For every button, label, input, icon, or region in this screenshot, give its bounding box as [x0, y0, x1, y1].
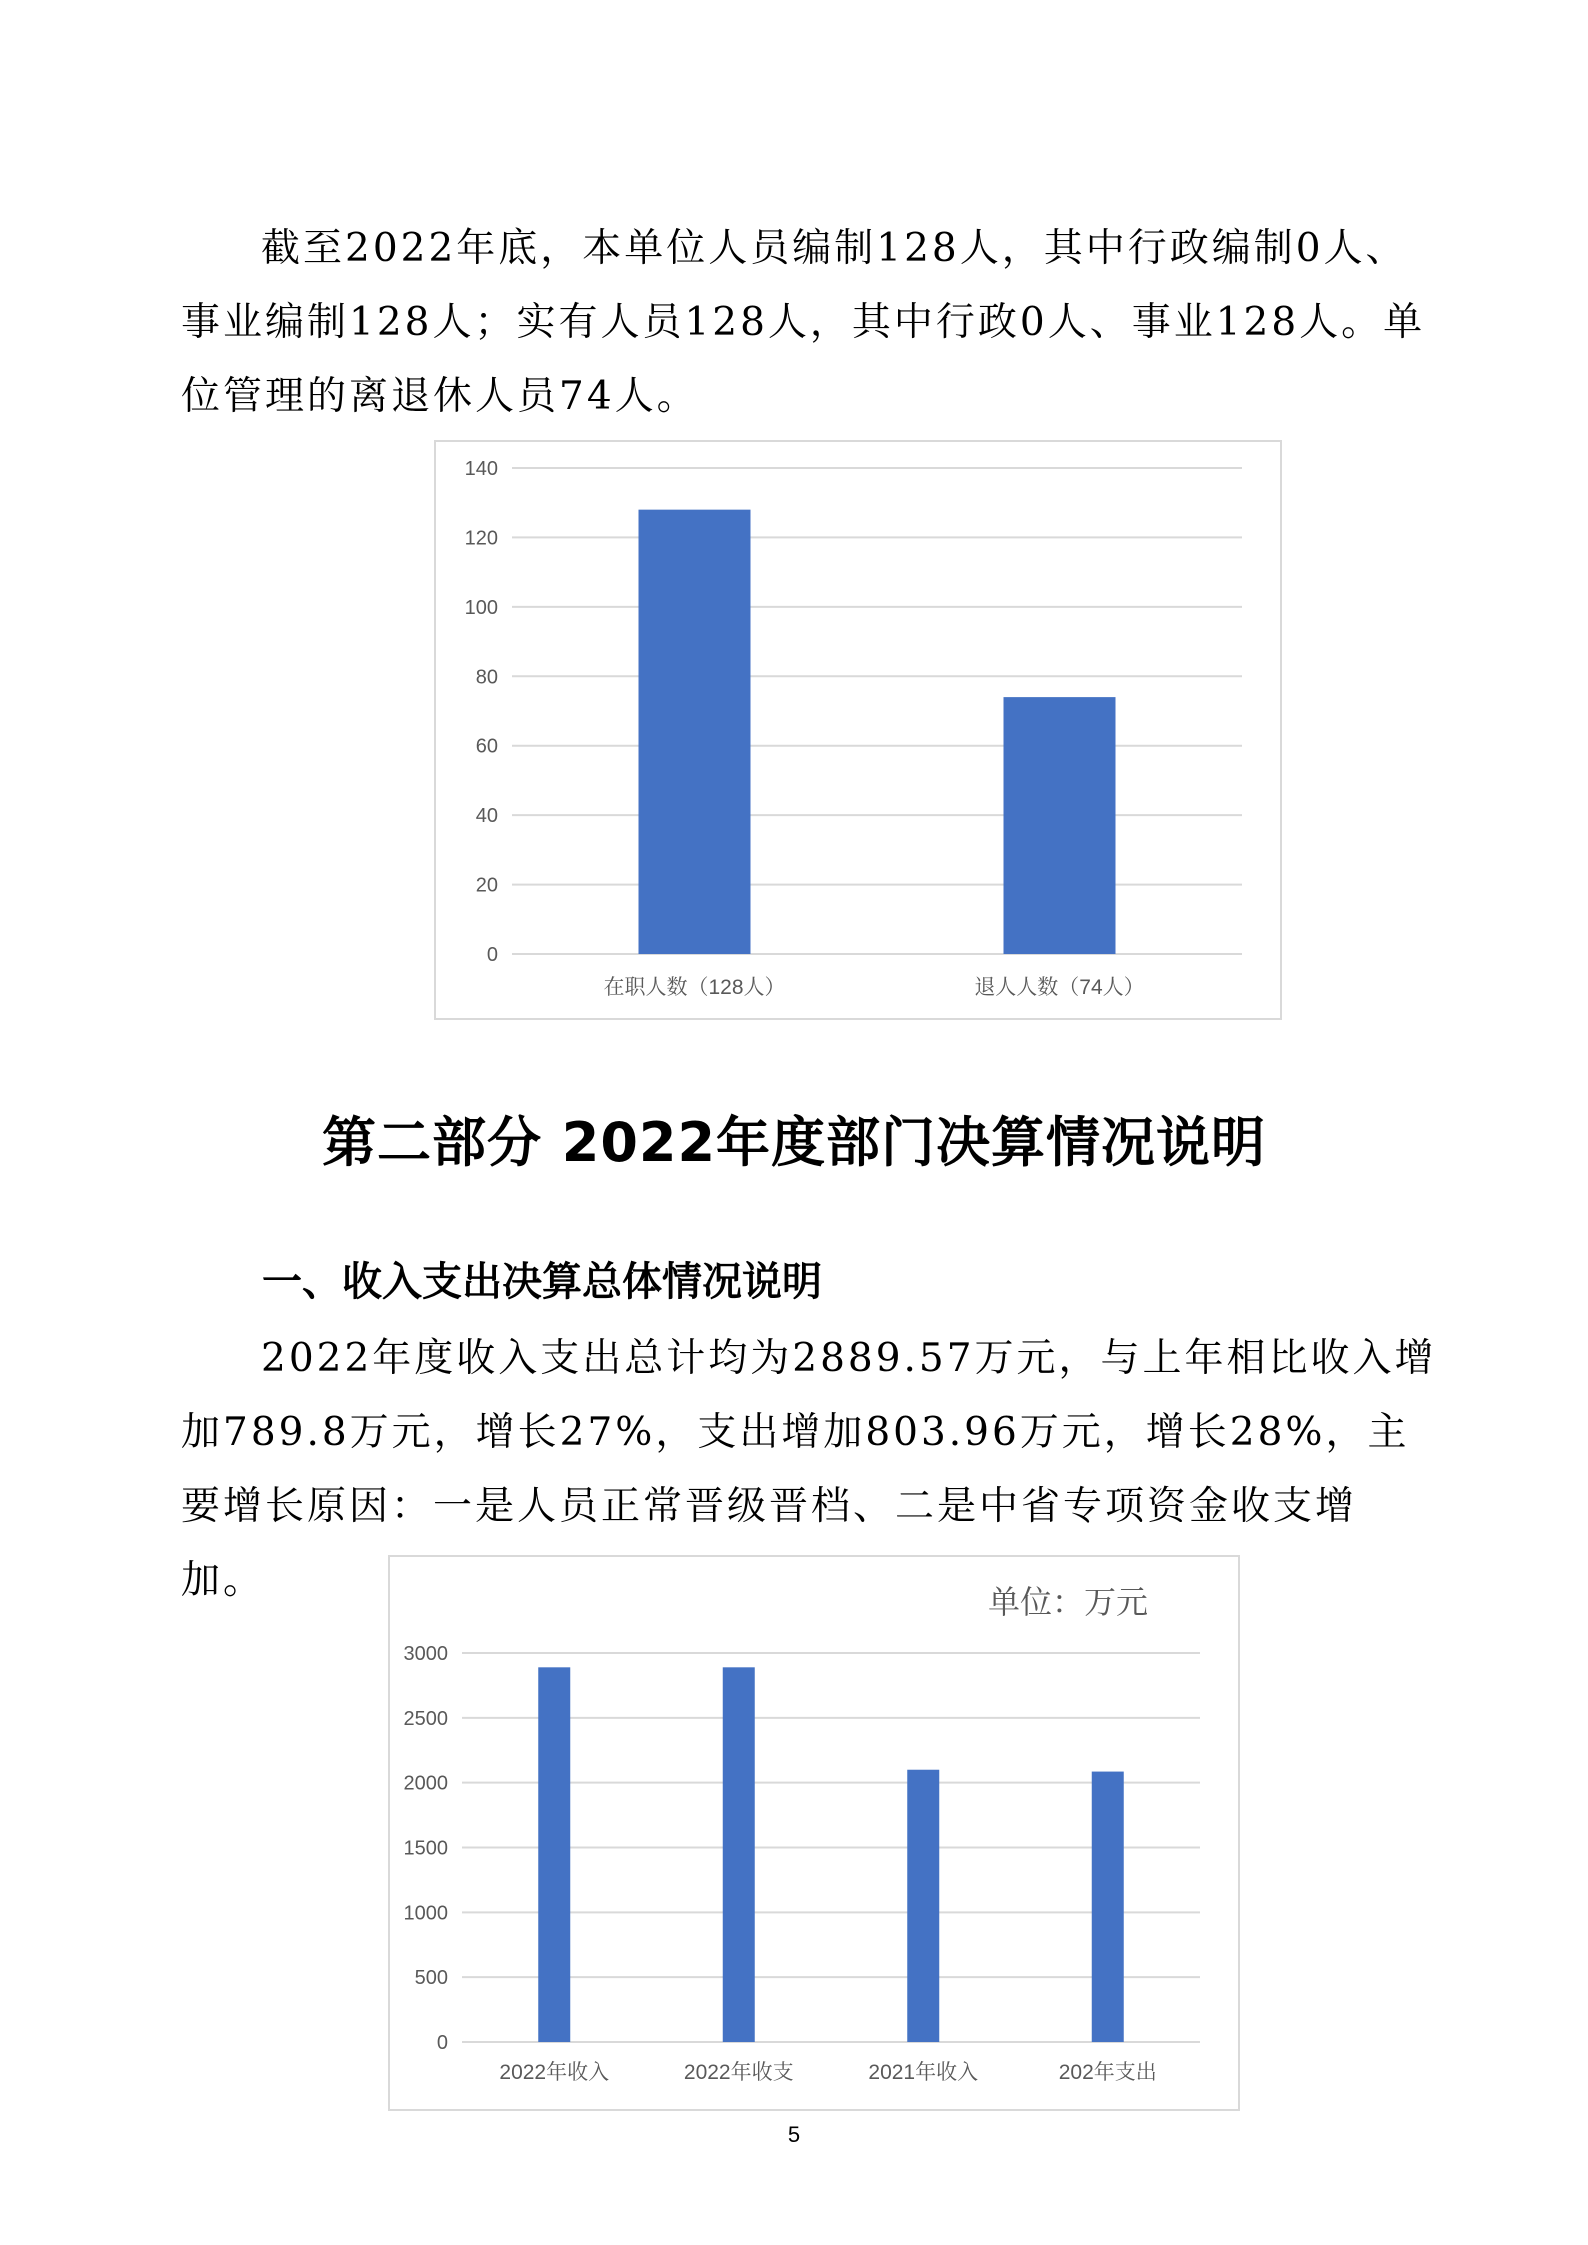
bar-1	[639, 510, 751, 954]
page-number: 5	[787, 2122, 801, 2147]
section-heading: 一、收入支出决算总体情况说明	[262, 1259, 822, 1305]
income-expense-paragraph: 2022年度收入支出总计均为2889.57万元，与上年相比收入增加789.8万元，增长27%，支出增加803.96万元，增长28%，主要增长原因：一是人员正常晋级晋档、二是中省专项资金收支增加。	[181, 1336, 1437, 1603]
staffing-paragraph: 截至2022年底，本单位人员编制128人，其中行政编制0人、事业编制128人；实有人员128人，其中行政0人、事业128人。单位管理的离退休人员74人。	[181, 226, 1426, 419]
y-tick-label: 100	[464, 596, 498, 619]
part-title: 第二部分 2022年度部门决算情况说明	[321, 1111, 1267, 1174]
y-tick-label: 3000	[403, 1643, 448, 1665]
income-expense-chart	[388, 1555, 1240, 2111]
y-tick-label: 2500	[403, 1707, 448, 1730]
y-tick-label: 140	[464, 458, 498, 480]
y-tick-label: 1000	[403, 1902, 448, 1925]
category-label: 2022年收支	[683, 2061, 794, 2084]
category-label: 2021年收入	[868, 2061, 979, 2084]
staff-count-chart-svg	[436, 442, 1280, 1018]
y-tick-label: 60	[475, 735, 498, 758]
bar-3	[907, 1770, 939, 2042]
y-tick-label: 0	[436, 2032, 448, 2054]
y-tick-label: 2000	[403, 1772, 448, 1795]
y-tick-label: 40	[475, 805, 498, 828]
bar-2	[723, 1667, 755, 2042]
y-tick-label: 120	[464, 527, 498, 550]
y-tick-label: 20	[475, 874, 498, 897]
bar-1	[538, 1667, 570, 2042]
unit-label: 单位：万元	[988, 1584, 1149, 1620]
bar-2	[1004, 697, 1116, 954]
category-label: 2022年收入	[499, 2061, 610, 2084]
bar-4	[1092, 1772, 1124, 2042]
y-tick-label: 500	[414, 1967, 448, 1990]
y-tick-label: 0	[486, 944, 498, 966]
category-label: 在职人数（128人）	[603, 976, 786, 999]
category-label: 退人人数（74人）	[974, 976, 1145, 999]
y-tick-label: 1500	[403, 1837, 448, 1860]
income-expense-chart-svg	[390, 1557, 1238, 2109]
staff-count-chart	[434, 440, 1282, 1020]
y-tick-label: 80	[475, 666, 498, 689]
category-label: 202年支出	[1058, 2061, 1157, 2084]
